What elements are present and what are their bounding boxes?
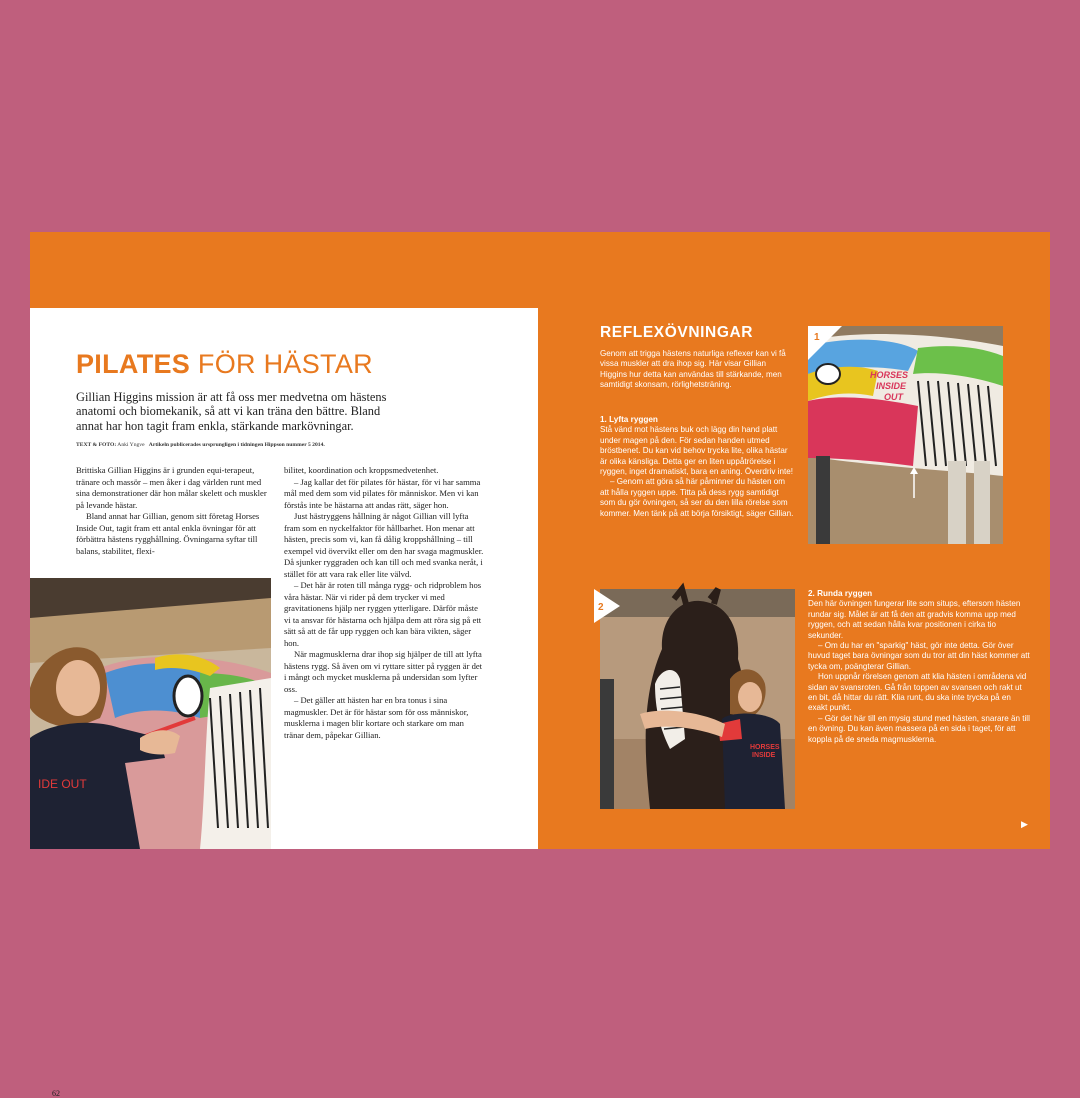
body-paragraph: bilitet, koordination och kroppsmedvetenhet. (284, 465, 439, 475)
badge-1-number: 1 (814, 332, 820, 343)
credit-name: Anki Yngve (117, 442, 145, 448)
exercise-2-paragraph: Hon uppnår rörelsen genom att klia hästen i områdena vid sidan av svansroten. Gå från toppen av svansen och rakt ut en bit, då hittar du rätt. Klia runt, du ska inte trycka på en exakt punkt. (808, 672, 1027, 713)
main-photo-logo-text: IDE OUT (38, 777, 87, 791)
photo1-logo-line1: HORSES (870, 370, 909, 380)
badge-2 (594, 589, 628, 623)
reflex-intro: Genom att trigga hästens naturliga reflexer kan vi få vissa muskler att dra ihop sig. Här visar Gillian Higgins hur detta kan användas till stärkande, men samtidigt skonsam, rörlighetsträning. (600, 349, 786, 390)
title-bold: PILATES (76, 349, 191, 379)
body-column-1 (76, 465, 273, 557)
photo2-logo-line2: INSIDE (752, 752, 776, 759)
exercise-2-paragraph: – Gör det här till en mysig stund med hästen, snarare än till en övning. Du kan även massera på en sida i taget, för att koppla på de sneda magmusklerna. (808, 713, 1030, 744)
exercise-2-paragraph: – Om du har en "sparkig" häst, gör inte detta. Gör över huvud taget bara övningar som du tror att din häst kommer att tycka om, poängterar Gillian. (808, 641, 1030, 671)
article-title (76, 348, 373, 380)
exercise-2-title: 2. Runda ryggen (808, 589, 873, 598)
lead-paragraph: Gillian Higgins mission är att få oss mer medvetna om hästens anatomi och biomekanik, så att vi kan träna den bättre. Bland annat har hon tagit fram enkla, stärkande markövningar. (76, 390, 387, 433)
painted-horse-photo (30, 578, 271, 849)
badge-1-triangle-icon (808, 326, 842, 360)
body-paragraph: Brittiska Gillian Higgins är i grunden equi-terapeut, tränare och massör – men åker i dag världen runt med sina demonstrationer där hon målar skelett och muskler på levande hästar. (76, 465, 267, 510)
body-paragraph: När magmusklerna drar ihop sig hjälper de till att lyfta hästens rygg. Så även om vi ryttare sitter på ryggen är det i mångt och mycket musklerna på undersidan som lyfter oss. (284, 649, 483, 694)
photo2-logo-line1: HORSES (750, 744, 780, 751)
left-page (30, 308, 538, 1098)
photo1-logo-line2: INSIDE (876, 381, 907, 391)
exercise-2 (808, 589, 1030, 745)
photo1-logo-line3: OUT (884, 392, 903, 402)
badge-1 (808, 326, 842, 360)
body-column-2 (284, 465, 486, 741)
body-paragraph: – Det här är roten till många rygg- och ridproblem hos våra hästar. När vi rider på dem trycker vi med gravitationens hjälp ner ryggen ytterligare. Därför måste vi ta ansvar för hästarna och hjälpa dem att röra sig på ett sätt så att de får upp ryggen och kan bära vikten, säger hon. (284, 580, 482, 648)
title-rest: FÖR HÄSTAR (197, 349, 373, 379)
badge-2-triangle-icon (594, 589, 628, 623)
body-paragraph: Bland annat har Gillian, genom sitt företag Horses Inside Out, tagit fram ett antal enkla övningar för att förbättra hästens rygghållning. Övningarna syftar till balans, stabilitet, flexi- (76, 511, 260, 556)
credit-note: Artikeln publicerades ursprungligen i tidningen Hippson nummer 5 2014. (148, 442, 325, 448)
page-number: 62 (52, 1089, 60, 1098)
exercise-1-title: 1. Lyfta ryggen (600, 415, 658, 424)
body-paragraph: Just hästryggens hållning är något Gillian vill lyfta fram som en nyckelfaktor för hållbarhet. Hon menar att hästen, precis som vi, kan få dålig kroppshållning – till exempel vid övervikt eller om den har svaga magmuskler. Då sjunker ryggraden och kan till och med svanka neråt, i stället för att vara rak eller lite välvd. (284, 511, 484, 579)
reflex-title: REFLEXÖVNINGAR (600, 324, 754, 341)
exercise-2-photo (600, 589, 795, 809)
credit-label: TEXT & FOTO: (76, 442, 117, 448)
magazine-spread (30, 232, 1050, 1098)
article-credit (76, 442, 496, 449)
exercise-1-paragraph: Stå vänd mot hästens buk och lägg din hand platt under magen på den. För sedan handen utmed bröstbenet. Du kan vid behov trycka lite, olika hästar är olika känsliga. Detta ger en liten uppåtrörelse i ryggen, inget dramatiskt, bara en aning. Överdriv inte! (600, 425, 794, 477)
body-paragraph: – Jag kallar det för pilates för hästar, för vi har samma mål med dem som vid pilates för människor. Men vi kan förstås inte be hästarna att andas rätt, säger hon. (284, 476, 481, 510)
exercise-2-paragraph: Den här övningen fungerar lite som situps, eftersom hästen rundar sig. Målet är att få den att gradvis komma upp med ryggen, och att sedan hålla kvar positionen i cirka tio sekunder. (808, 599, 1021, 640)
exercise-1 (600, 415, 796, 519)
next-page-arrow-icon: ▶ (1021, 819, 1028, 829)
badge-2-number: 2 (598, 602, 604, 613)
horse-rear-photo (600, 589, 795, 809)
body-paragraph: – Det gäller att hästen har en bra tonus i sina magmuskler. Det är för hästar som för oss människor, musklerna i magen blir kortare och starkare om man tränar dem, påpekar Gillian. (284, 695, 469, 740)
exercise-1-paragraph: – Genom att göra så här påminner du hästen om att hålla ryggen uppe. Titta på dess rygg samtidigt som du gör övningen, så ser du den lilla rörelse som kommer. Men tänk på att börja försiktigt, säger Gillian. (600, 477, 794, 518)
main-photo (30, 578, 271, 1098)
